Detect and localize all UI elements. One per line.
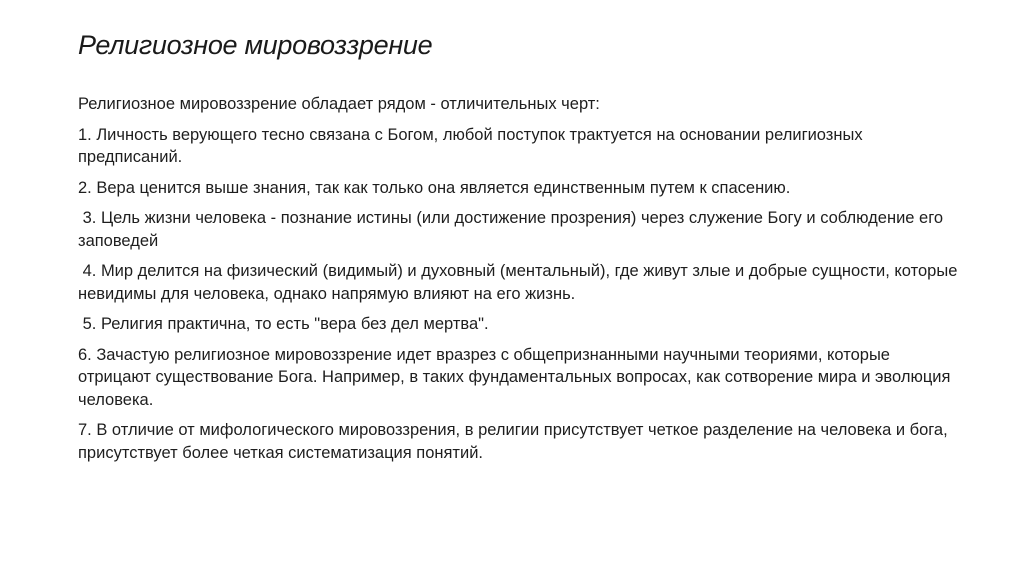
point-7: 7. В отличие от мифологического мировоззрения, в религии присутствует четкое разделение на человека и бога, присутствует более четкая систематизация понятий. bbox=[78, 421, 948, 462]
slide-body bbox=[78, 93, 962, 472]
point-3: 3. Цель жизни человека - познание истины (или достижение прозрения) через служение Богу и соблюдение его заповедей bbox=[78, 209, 948, 250]
point-6: 6. Зачастую религиозное мировоззрение идет вразрез с общепризнанными научными теориями, которые отрицают существование Бога. Например, в таких фундаментальных вопросах, как сотворение мира и эволюция человека. bbox=[78, 345, 951, 409]
point-5: 5. Религия практична, то есть "вера без дел мертва". bbox=[78, 315, 489, 333]
point-4: 4. Мир делится на физический (видимый) и духовный (ментальный), где живут злые и добрые сущности, которые невидимы для человека, однако напрямую влияют на его жизнь. bbox=[78, 262, 962, 303]
point-1: 1. Личность верующего тесно связана с Богом, любой поступок трактуется на основании религиозных предписаний. bbox=[78, 125, 863, 166]
intro-text: Религиозное мировоззрение обладает рядом - отличительных черт: bbox=[78, 95, 600, 113]
slide-title: Религиозное мировоззрение bbox=[78, 30, 433, 60]
point-2: 2. Вера ценится выше знания, так как только она является единственным путем к спасению. bbox=[78, 178, 791, 197]
